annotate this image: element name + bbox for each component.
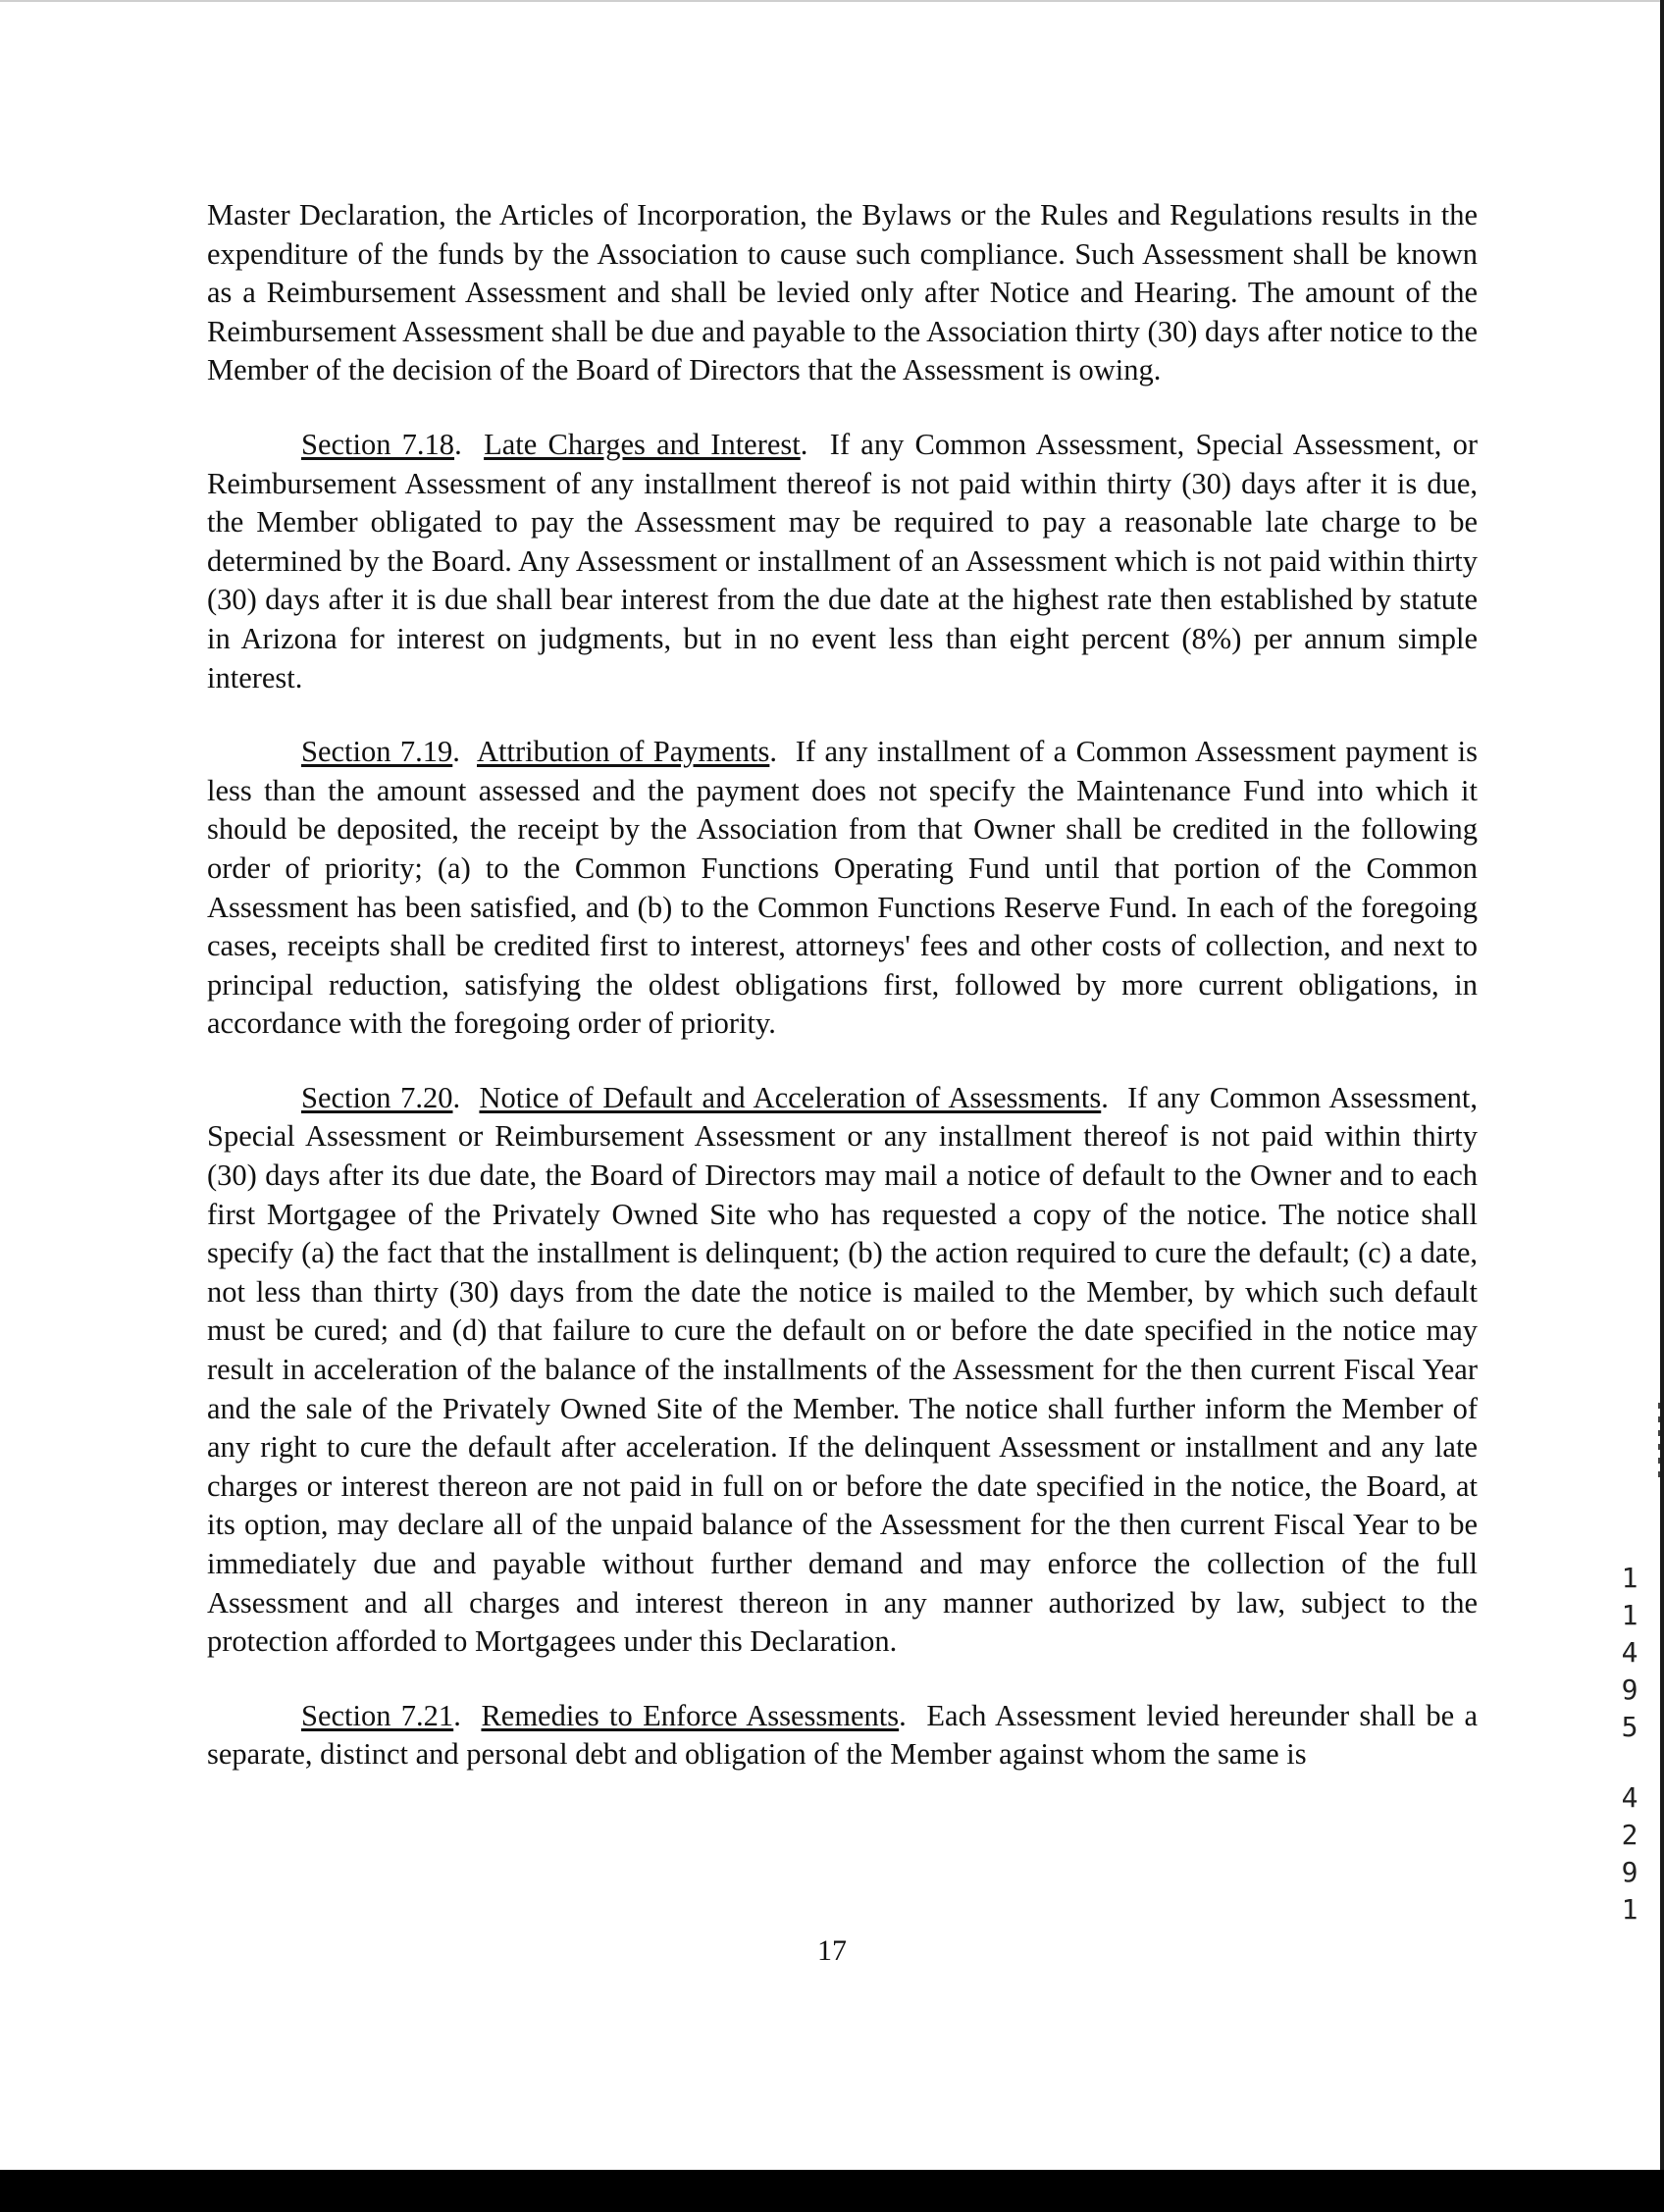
stamp-digit: 1 (1621, 1893, 1638, 1926)
section-body: If any installment of a Common Assessment payment is less than the amount assessed and the payment does not specify the Maintenance Fund into which it should be deposited, the receipt by the Association from that Owner shall be credited in the following order of priority; (a) to the Common Functions Operating Fund until that portion of the Common Assessment has been satisfied, and (b) to the Common Functions Reserve Fund. In each of the foregoing cases, receipts shall be credited first to interest, attorneys' fees and other costs of collection, and next to principal reduction, satisfying the oldest obligations first, followed by more current obligations, in accordance with the foregoing order of priority. (207, 735, 1478, 1041)
scan-bottom-edge (0, 2170, 1664, 2212)
document-body (207, 196, 1478, 1810)
scan-right-edge (1660, 0, 1664, 2170)
stamp-digit: 9 (1621, 1856, 1638, 1888)
stamp-digit: 9 (1621, 1673, 1638, 1706)
section-body: If any Common Assessment, Special Assessment or Reimbursement Assessment or any installment thereof is not paid within thirty (30) days after its due date, the Board of Directors may mail a notice of default to the Owner and to each first Mortgagee of the Privately Owned Site who has requested a copy of the notice. The notice shall specify (a) the fact that the installment is delinquent; (b) the action required to cure the default; (c) a date, not less than thirty (30) days from the date the notice is mailed to the Member, by which such default must be cured; and (d) that failure to cure the default on or before the date specified in the notice may result in acceleration of the balance of the installments of the Assessment for the then current Fiscal Year and the sale of the Privately Owned Site of the Member. The notice shall further inform the Member of any right to cure the default after acceleration. If the delinquent Assessment or installment and any late charges or interest thereon are not paid in full on or before the date specified in the notice, the Board, at its option, may declare all of the unpaid balance of the Assessment for the then current Fiscal Year to be immediately due and payable without further demand and may enforce the collection of the full Assessment and all charges and interest thereon in any manner authorized by law, subject to the protection afforded to Mortgagees under this Declaration. (207, 1080, 1478, 1659)
stamp-digit: 1 (1621, 1562, 1638, 1594)
section-7-19: Section 7.19. Attribution of Payments. If any installment of a Common Assessment payment is less than the amount assessed and the payment does not specify the Maintenance Fund into which it should be deposited, the receipt by the Association from that Owner shall be credited in the following order of priority; (a) to the Common Functions Operating Fund until that portion of the Common Assessment has been satisfied, and (b) to the Common Functions Reserve Fund. In each of the foregoing cases, receipts shall be credited first to interest, attorneys' fees and other costs of collection, and next to principal reduction, satisfying the oldest obligations first, followed by more current obligations, in accordance with the foregoing order of priority. (207, 735, 1478, 1041)
section-7-20: Section 7.20. Notice of Default and Acceleration of Assessments. If any Common Assessment, Special Assessment or Reimbursement Assessment or any installment thereof is not paid within thirty (30) days after its due date, the Board of Directors may mail a notice of default to the Owner and to each first Mortgagee of the Privately Owned Site who has requested a copy of the notice. The notice shall specify (a) the fact that the installment is delinquent; (b) the action required to cure the default; (c) a date, not less than thirty (30) days from the date the notice is mailed to the Member, by which such default must be cured; and (d) that failure to cure the default on or before the date specified in the notice may result in acceleration of the balance of the installments of the Assessment for the then current Fiscal Year and the sale of the Privately Owned Site of the Member. The notice shall further inform the Member of any right to cure the default after acceleration. If the delinquent Assessment or installment and any late charges or interest thereon are not paid in full on or before the date specified in the notice, the Board, at its option, may declare all of the unpaid balance of the Assessment for the then current Fiscal Year to be immediately due and payable without further demand and may enforce the collection of the full Assessment and all charges and interest thereon in any manner authorized by law, subject to the protection afforded to Mortgagees under this Declaration. (207, 1080, 1478, 1659)
section-title: Notice of Default and Acceleration of Assessments (479, 1080, 1102, 1114)
section-title: Attribution of Payments (477, 735, 770, 769)
section-body: If any Common Assessment, Special Assessment, or Reimbursement Assessment of any installment thereof is not paid within thirty (30) days after it is due, the Member obligated to pay the Assessment may be required to pay a reasonable late charge to be determined by the Board. Any Assessment or installment of an Assessment which is not paid within thirty (30) days after it is due shall bear interest from the due date at the highest rate then established by statute in Arizona for interest on judgments, but in no event less than eight percent (8%) per annum simple interest. (207, 427, 1478, 694)
section-number: Section 7.20 (301, 1080, 453, 1114)
section-body: Each Assessment levied hereunder shall be a separate, distinct and personal debt and obligation of the Member against whom the same is (207, 1698, 1478, 1772)
section-number: Section 7.21 (301, 1698, 454, 1732)
stamp-digit: 5 (1621, 1711, 1638, 1743)
section-7-21: Section 7.21. Remedies to Enforce Assessments. Each Assessment levied hereunder shall be a separate, distinct and personal debt and obligation of the Member against whom the same is (207, 1698, 1478, 1772)
section-7-18: Section 7.18. Late Charges and Interest. If any Common Assessment, Special Assessment, or Reimbursement Assessment of any installment thereof is not paid within thirty (30) days after it is due, the Member obligated to pay the Assessment may be required to pay a reasonable late charge to be determined by the Board. Any Assessment or installment of an Assessment which is not paid within thirty (30) days after it is due shall bear interest from the due date at the highest rate then established by statute in Arizona for interest on judgments, but in no event less than eight percent (8%) per annum simple interest. (207, 427, 1478, 694)
page-number: 17 (817, 1934, 847, 1967)
section-number: Section 7.18 (301, 427, 455, 461)
stamp-digit: 4 (1621, 1636, 1638, 1669)
section-title: Remedies to Enforce Assessments (481, 1698, 900, 1732)
section-title: Late Charges and Interest (484, 427, 801, 461)
section-number: Section 7.19 (301, 735, 453, 769)
stamp-digit: 1 (1621, 1599, 1638, 1631)
recording-number-stamp (1615, 1560, 1644, 1929)
stamp-digit: 4 (1621, 1781, 1638, 1814)
stamp-digit: 2 (1621, 1819, 1638, 1851)
scan-edge-marks (1658, 1403, 1660, 1481)
intro-paragraph: Master Declaration, the Articles of Incorporation, the Bylaws or the Rules and Regulations results in the expenditure of the funds by the Association to cause such compliance. Such Assessment shall be known as a Reimbursement Assessment and shall be levied only after Notice and Hearing. The amount of the Reimbursement Assessment shall be due and payable to the Association thirty (30) days after notice to the Member of the decision of the Board of Directors that the Assessment is owing. (207, 198, 1478, 387)
scan-top-edge (0, 0, 1664, 2)
